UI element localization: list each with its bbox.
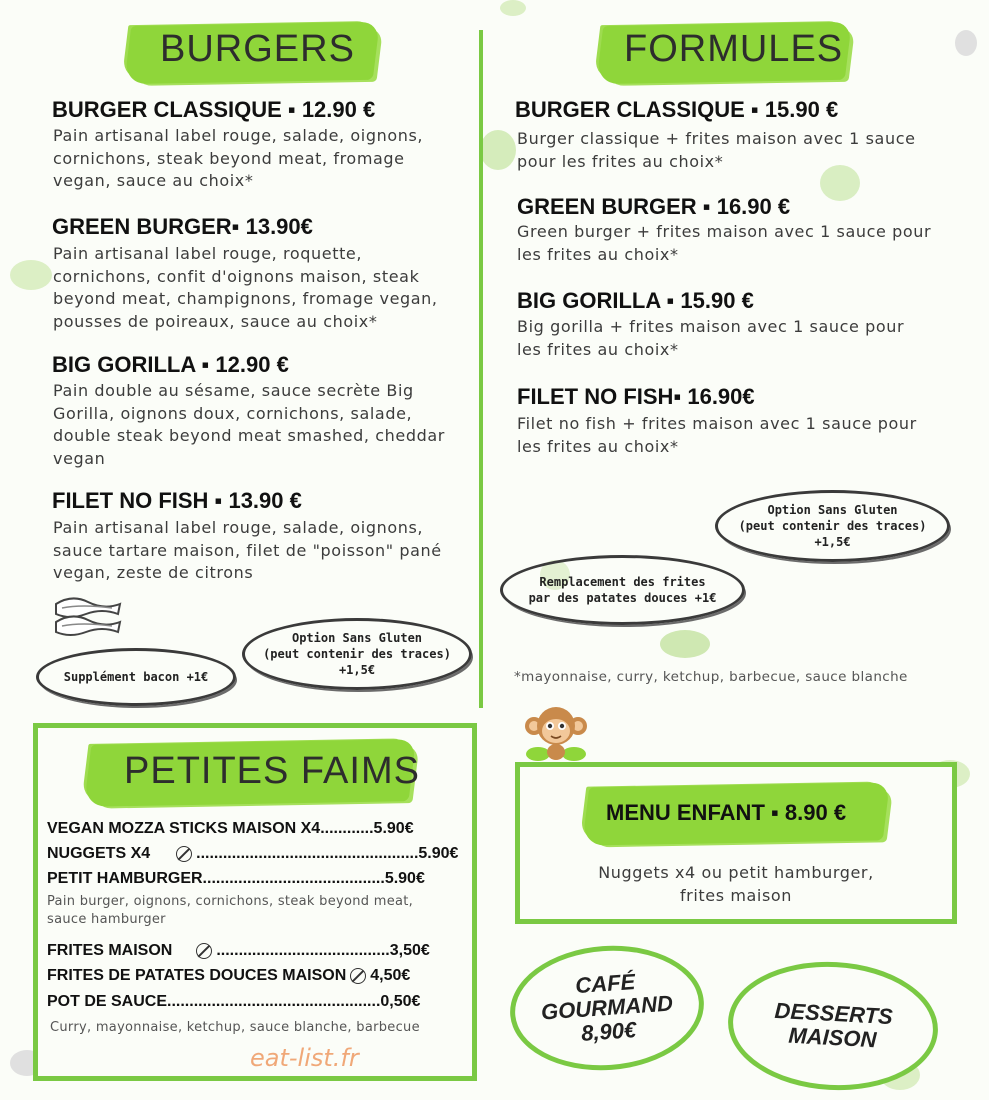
formule-gorilla-desc: Big gorilla + frites maison avec 1 sauce pour les frites au choix* — [517, 317, 905, 359]
no-gluten-icon — [196, 943, 212, 959]
speckle — [500, 0, 526, 16]
speckle — [480, 130, 516, 170]
pf-row-mozza: VEGAN MOZZA STICKS MAISON X4............ 5.90€ — [47, 820, 414, 837]
monkey-icon — [522, 704, 590, 762]
filet-no-fish-desc: Pain artisanal label rouge, salade, oignons, sauce tartare maison, filet de "poisson" pané vegan, zeste de citrons — [53, 518, 442, 582]
sweet-potato-oval: Remplacement des frites par des patates douces +1€ — [500, 555, 745, 625]
petites-faims-title: PETITES FAIMS — [124, 750, 420, 792]
formule-fish-title: FILET NO FISH▪ 16.90€ — [517, 384, 755, 409]
bacon-supplement-oval: Supplément bacon +1€ — [36, 648, 236, 706]
formule-fish-desc: Filet no fish + frites maison avec 1 sauce pour les frites au choix* — [517, 414, 917, 456]
menu-enfant-desc: Nuggets x4 ou petit hamburger, frites maison — [598, 863, 874, 905]
big-gorilla-title: BIG GORILLA ▪ 12.90 € — [52, 352, 289, 377]
green-burger-desc: Pain artisanal label rouge, roquette, cornichons, confit d'oignons maison, steak beyond meat, champignons, fromage vegan, pousses de poireaux, sauce au choix* — [53, 244, 438, 331]
speckle — [10, 260, 52, 290]
formule-green-desc: Green burger + frites maison avec 1 sauce pour les frites au choix* — [517, 222, 932, 264]
pf-row-frites: FRITES MAISON ....................................... 3,50€ — [47, 942, 430, 959]
column-divider — [479, 30, 483, 708]
menu-enfant-title: MENU ENFANT ▪ 8.90 € — [606, 800, 847, 825]
formule-classique-title: BURGER CLASSIQUE ▪ 15.90 € — [515, 97, 839, 122]
pf-row-nuggets: NUGGETS X4 .................................................. 5.90€ — [47, 845, 459, 862]
gluten-option-oval-right: Option Sans Gluten (peut contenir des traces) +1,5€ — [715, 490, 950, 562]
burgers-title: BURGERS — [160, 28, 355, 70]
formule-green-title: GREEN BURGER ▪ 16.90 € — [517, 194, 791, 219]
burger-classique-title: BURGER CLASSIQUE ▪ 12.90 € — [52, 97, 376, 122]
pf-row-hamburger: PETIT HAMBURGER......................................... 5.90€ — [47, 870, 425, 887]
big-gorilla-desc: Pain double au sésame, sauce secrète Big Gorilla, oignons doux, cornichons, salade, double steak beyond meat smashed, cheddar vegan — [53, 381, 445, 468]
pf-row-sauce: POT DE SAUCE................................................ 0,50€ — [47, 993, 421, 1010]
speckle — [660, 630, 710, 658]
sauce-footnote: *mayonnaise, curry, ketchup, barbecue, sauce blanche — [514, 669, 908, 685]
desserts-oval: DESSERTS MAISON — [725, 957, 941, 1096]
formules-title: FORMULES — [624, 28, 844, 70]
pf-row-patates: FRITES DE PATATES DOUCES MAISON 4,50€ — [47, 967, 411, 984]
speckle — [955, 30, 977, 56]
cafe-gourmand-oval: CAFÉ GOURMAND 8,90€ — [506, 939, 708, 1076]
pf-sauce-desc: Curry, mayonnaise, ketchup, sauce blanche, barbecue — [50, 1020, 420, 1035]
gluten-option-oval-left: Option Sans Gluten (peut contenir des traces) +1,5€ — [242, 618, 472, 690]
burger-classique-desc: Pain artisanal label rouge, salade, oignons, cornichons, steak beyond meat, fromage vegan, sauce au choix* — [53, 126, 424, 190]
no-gluten-icon — [350, 968, 366, 984]
bacon-icon — [52, 594, 124, 640]
formule-classique-desc: Burger classique + frites maison avec 1 sauce pour les frites au choix* — [517, 129, 916, 171]
filet-no-fish-title: FILET NO FISH ▪ 13.90 € — [52, 488, 302, 513]
formule-gorilla-title: BIG GORILLA ▪ 15.90 € — [517, 288, 754, 313]
watermark: eat-list.fr — [250, 1044, 359, 1072]
pf-hamburger-desc: Pain burger, oignons, cornichons, steak beyond meat, sauce hamburger — [47, 894, 414, 927]
no-gluten-icon — [176, 846, 192, 862]
green-burger-title: GREEN BURGER▪ 13.90€ — [52, 214, 313, 239]
